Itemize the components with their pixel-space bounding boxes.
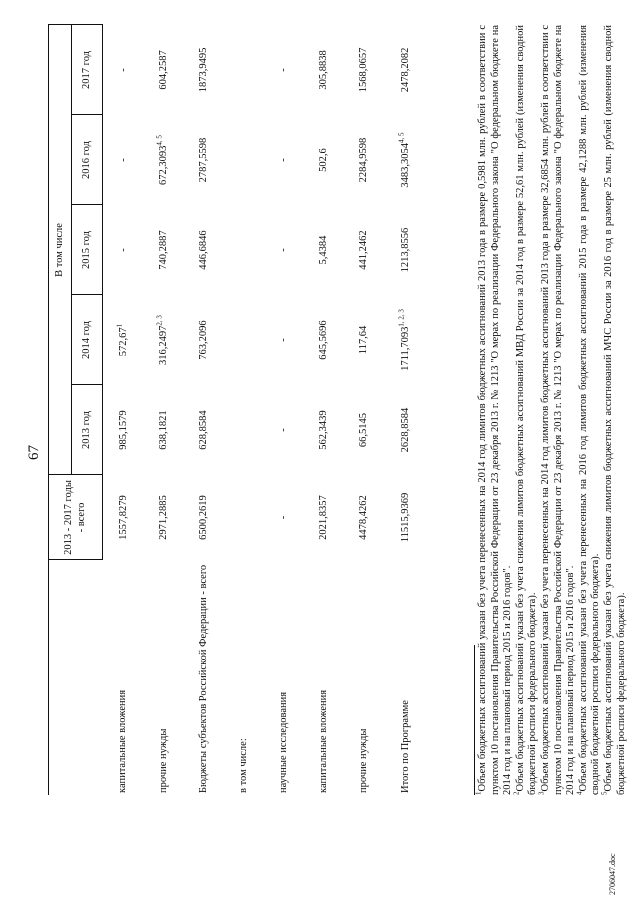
header-total: 2013 - 2017 годы - всего	[49, 475, 103, 560]
footnote-ref: 1, 2, 3	[397, 309, 405, 327]
cell-value: 117,64	[357, 325, 369, 355]
footnote-number: 5	[600, 791, 609, 795]
table-body	[103, 25, 428, 795]
footnote	[512, 25, 540, 795]
row-label: Бюджеты субъектов Российской Федерации - всего	[197, 564, 209, 793]
cell-value: -	[277, 158, 289, 162]
cell-value: 11515,9369	[399, 492, 411, 543]
footnote-text: Объем бюджетных ассигнований указан без учета перенесенных на 2014 год лимитов бюджетных ассигнований 2013 года в размере 0,5981 млн. рублей в соответствии с пунктом 10 постановления Правительства Российской Федерации от 23 декабря 2013 г. № 1213 "О мерах по реализации Федерального закона "О федеральном бюджете на 2014 год и на плановый период 2015 и 2016 годов".	[477, 25, 514, 795]
cell-value: -	[117, 248, 129, 252]
header-year: 2015 год	[72, 205, 103, 295]
footnote-text: Объем бюджетных ассигнований указан без учета снижения лимитов бюджетных ассигнований МЧС России за 2016 год в размере 25 млн. рублей (изменения сводной бюджетной росписи федерального бюджета).	[602, 25, 627, 795]
footnote-ref: 1	[115, 323, 123, 328]
footnote	[474, 25, 515, 795]
row-label: Итого по Программе	[399, 700, 411, 793]
table-row	[263, 25, 303, 795]
cell-value: 1873,9495	[197, 47, 209, 93]
row-label: прочие нужды	[157, 728, 169, 793]
table-row	[383, 25, 427, 795]
footnote-ref: 4, 5	[397, 132, 405, 143]
cell-value: 66,5145	[357, 412, 369, 448]
footnote-text: Объем бюджетных ассигнований указан без учета снижения лимитов бюджетных ассигнований МВД России за 2014 год в размере 52,61 млн. рублей (изменения сводной бюджетной росписи федерального бюджета).	[514, 25, 539, 795]
footnote-number: 3	[537, 791, 546, 795]
cell-value: 2021,8357	[317, 495, 329, 540]
footnote-rule	[474, 645, 475, 795]
cell-value: 4478,4262	[357, 495, 369, 540]
row-label: в том числе:	[237, 738, 249, 793]
cell-value	[223, 25, 263, 115]
row-label: прочие нужды	[357, 728, 369, 793]
footnote	[575, 25, 603, 795]
table-row	[303, 25, 343, 795]
footnote-number: 4	[575, 791, 584, 795]
cell-value: 672,3093$^{4, 5}$	[155, 135, 169, 185]
budget-table	[48, 24, 427, 795]
cell-value: 638,1821	[157, 410, 169, 450]
cell-value: -	[277, 68, 289, 72]
header-year: 2016 год	[72, 115, 103, 205]
cell-value: 3483,3054$^{4, 5}$	[397, 132, 411, 188]
header-year: 2017 год	[72, 25, 103, 115]
cell-value: -	[277, 338, 289, 342]
cell-value: 1213,8556	[399, 227, 411, 273]
page-number: 67	[26, 445, 42, 460]
cell-value: 305,8838	[317, 50, 329, 90]
cell-value: 2478,2082	[399, 47, 411, 93]
footnote-ref: 4, 5	[155, 135, 163, 146]
header-blank	[49, 560, 103, 795]
footnote	[537, 25, 578, 795]
cell-value	[223, 205, 263, 295]
footnote	[600, 25, 628, 795]
row-label: научные исследования	[277, 691, 289, 793]
cell-value: 562,3439	[317, 410, 329, 450]
table-row	[183, 25, 223, 795]
cell-value: 763,2096	[197, 320, 209, 360]
cell-value: 441,2462	[357, 230, 369, 270]
footnote-text: Объем бюджетных ассигнований указан без учета перенесенных на 2016 год лимитов бюджетных ассигнований 2015 года в размере 42,1288 млн. рублей (изменения сводной бюджетной росписи федерального бюджета).	[577, 25, 602, 795]
cell-value: 740,2887	[157, 230, 169, 270]
table-row	[343, 25, 383, 795]
cell-value: 2284,9598	[357, 137, 369, 183]
cell-value: 5,4384	[317, 235, 329, 265]
cell-value: 604,2587	[157, 50, 169, 90]
footnote-ref: 2, 3	[155, 315, 163, 326]
cell-value: 572,67$^1$	[115, 323, 129, 357]
header-group: В том числе	[49, 25, 72, 475]
cell-value: 446,6846	[197, 230, 209, 270]
document-id: 2706047.doc	[608, 853, 617, 895]
cell-value: 2628,8584	[399, 407, 411, 453]
row-label: капитальные вложения	[117, 689, 129, 793]
cell-value: -	[277, 248, 289, 252]
header-year: 2013 год	[72, 385, 103, 475]
cell-value: 645,5696	[317, 320, 329, 360]
cell-value: 628,8584	[197, 410, 209, 450]
footnote-number: 1	[474, 791, 483, 795]
cell-value	[223, 475, 263, 560]
cell-value: 2787,5598	[197, 137, 209, 183]
table-row	[223, 25, 263, 795]
cell-value: 1711,7093$^{1, 2, 3}$	[397, 309, 411, 371]
cell-value	[223, 115, 263, 205]
cell-value: 6500,2619	[197, 495, 209, 540]
cell-value: -	[117, 68, 129, 72]
cell-value: 502,6	[317, 148, 329, 172]
cell-value: 2971,2885	[157, 495, 169, 540]
cell-value: -	[117, 158, 129, 162]
footnote-text: Объем бюджетных ассигнований указан без учета перенесенных на 2014 год лимитов бюджетных ассигнований 2013 года в размере 32,6854 млн. рублей в соответствии с пунктом 10 постановления Правительства Российской Федерации от 23 декабря 2013 г. № 1213 "О мерах по реализации Федерального закона "О федеральном бюджете на 2014 год и на плановый период 2015 и 2016 годов".	[539, 25, 577, 795]
cell-value	[223, 295, 263, 385]
header-year: 2014 год	[72, 295, 103, 385]
cell-value: -	[277, 428, 289, 432]
cell-value: 985,1579	[117, 410, 129, 450]
table-row	[143, 25, 183, 795]
cell-value: 1557,8279	[117, 495, 129, 540]
footnotes	[474, 25, 628, 795]
cell-value: 316,2497$^{2, 3}$	[155, 315, 169, 365]
cell-value: -	[277, 515, 289, 520]
cell-value	[223, 385, 263, 475]
footnote-number: 2	[512, 791, 521, 795]
row-label: капитальные вложения	[317, 689, 329, 793]
cell-value: 1568,0657	[357, 47, 369, 93]
table-row	[103, 25, 144, 795]
